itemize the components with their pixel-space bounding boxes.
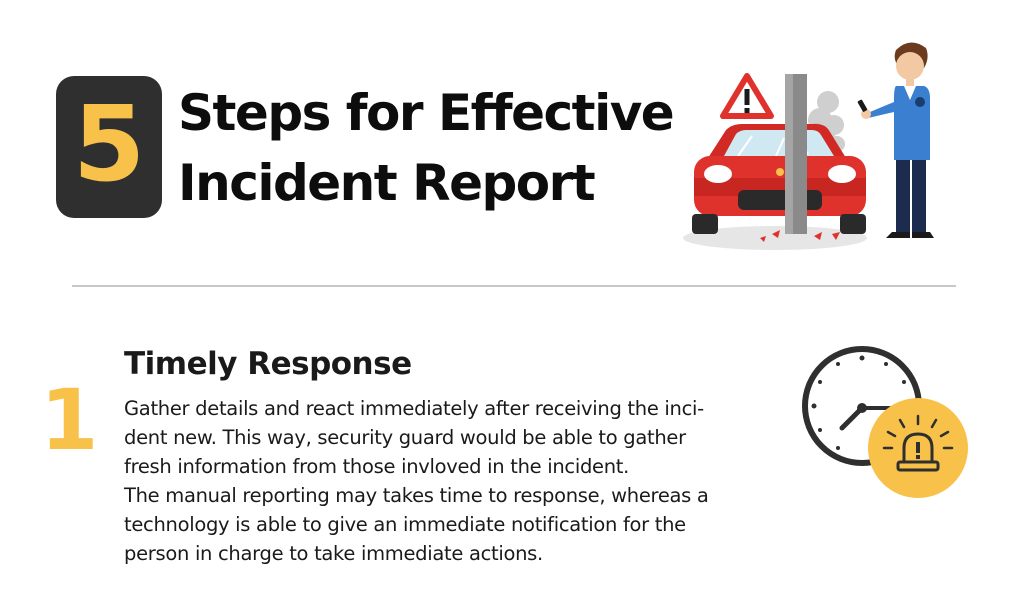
badge-number: 5 xyxy=(72,83,146,205)
step-description-line: dent new. This way, security guard would be able to gather xyxy=(124,426,686,449)
step-description-line: The manual reporting may takes time to response, whereas a xyxy=(124,484,709,507)
car-crash-guard-illustration xyxy=(680,28,960,258)
clock-alarm-icon xyxy=(800,344,975,504)
security-guard-icon xyxy=(857,42,934,238)
siren-icon xyxy=(868,398,968,498)
title-line-1: Steps for Effective xyxy=(178,84,674,142)
step-description-line: person in charge to take immediate actions. xyxy=(124,542,543,565)
section-divider xyxy=(72,285,956,287)
title-line-2: Incident Report xyxy=(178,154,595,212)
step-description-line: Gather details and react immediately after receiving the inci- xyxy=(124,397,704,420)
step-description-line: technology is able to give an immediate notification for the xyxy=(124,513,686,536)
step-description xyxy=(124,394,764,568)
warning-triangle-icon xyxy=(723,76,771,116)
step-count-badge xyxy=(56,76,162,218)
step-number: 1 xyxy=(40,371,99,469)
step-title: Timely Response xyxy=(124,346,412,382)
page-title xyxy=(178,78,698,218)
step-description-line: fresh information from those invloved in the incident. xyxy=(124,455,630,478)
